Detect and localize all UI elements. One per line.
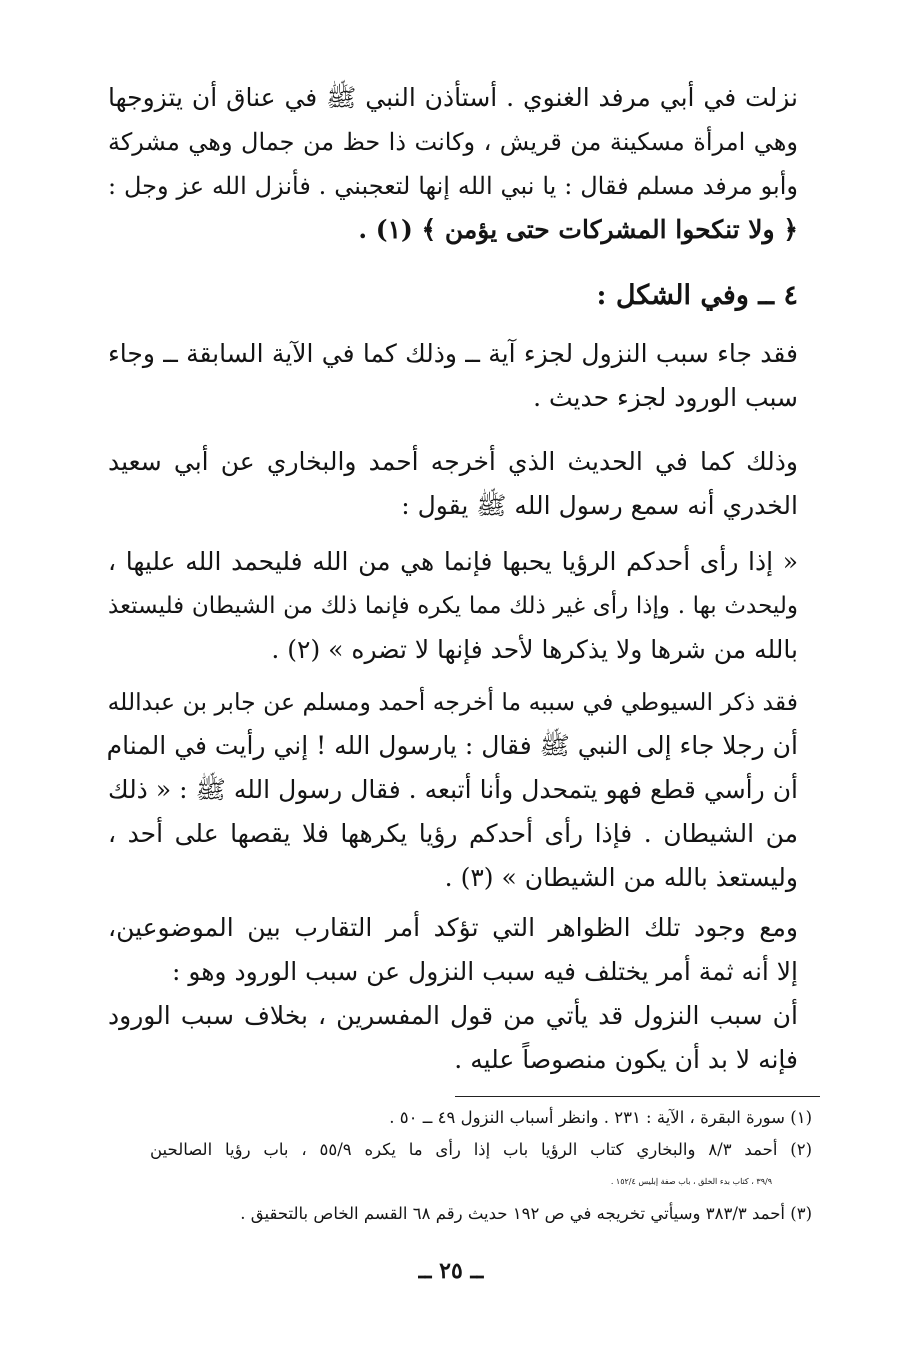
text-line: إلا أنه ثمة أمر يختلف فيه سبب النزول عن سبب الورود وهو :: [171, 957, 798, 986]
text-line: وهي امرأة مسكينة من قريش ، وكانت ذا حظ من جمال وهي مشركة: [108, 128, 798, 156]
text-line: من الشيطان . فإذا رأى أحدكم رؤيا يكرهها فلا يقصها على أحد ،: [108, 819, 798, 848]
paragraph-difference: [108, 906, 798, 994]
section-heading: [108, 274, 798, 318]
text-line: فقد جاء سبب النزول لجزء آية ــ وذلك كما في الآية السابقة ــ وجاء: [108, 339, 798, 368]
text-line: فقد ذكر السيوطي في سببه ما أخرجه أحمد ومسلم عن جابر بن عبدالله: [107, 688, 798, 716]
text-line: فإنه لا بد أن يكون منصوصاً عليه .: [454, 1045, 798, 1074]
page-number: ــ ٢٥ ــ: [418, 1258, 484, 1284]
text-line: الخدري أنه سمع رسول الله ﷺ يقول :: [401, 491, 798, 520]
text-line: وليحدث بها . وإذا رأى غير ذلك مما يكره فإنما ذلك من الشيطان فليستعذ: [108, 593, 798, 619]
paragraph-asbab-example: [108, 76, 798, 252]
footnotes: [150, 1102, 812, 1230]
text-line: ومع وجود تلك الظواهر التي تؤكد أمر التقارب بين الموضوعين،: [108, 913, 798, 942]
paragraph-form: [108, 332, 798, 420]
text-line: بالله من شرها ولا يذكرها لأحد فإنها لا تضره » (٢) .: [271, 635, 798, 664]
footnote-separator: [455, 1096, 820, 1097]
text-line: أن سبب النزول قد يأتي من قول المفسرين ، بخلاف سبب الورود: [108, 1001, 798, 1030]
text-line: « إذا رأى أحدكم الرؤيا يحبها فإنما هي من الله فليحمد الله عليها ،: [108, 547, 798, 576]
paragraph-conclusion: [108, 994, 798, 1082]
text-line: نزلت في أبي مرفد الغنوي . أستأذن النبي ﷺ في عناق أن يتزوجها: [108, 83, 798, 112]
footnote-2: (٢) أحمد ٨/٣ والبخاري كتاب الرؤيا باب إذا رأى ما يكره ٥٥/٩ ، باب رؤيا الصالحين: [150, 1140, 812, 1159]
footnote-2-continued: ٣٩/٩ ، كتاب بدء الخلق ، باب صفة إبليس ١٥٢/٤ .: [610, 1177, 772, 1186]
text-line: وليستعذ بالله من الشيطان » (٣) .: [444, 863, 798, 892]
text-line: أن رأسي قطع فهو يتمحدل وأنا أتبعه . فقال رسول الله ﷺ : « ذلك: [108, 775, 798, 804]
paragraph-hadith-text: [108, 540, 798, 672]
text-line: وأبو مرفد مسلم فقال : يا نبي الله إنها لتعجبني . فأنزل الله عز وجل :: [108, 172, 798, 200]
paragraph-suyuti: [108, 680, 798, 900]
text-line: وذلك كما في الحديث الذي أخرجه أحمد والبخاري عن أبي سعيد: [108, 447, 798, 476]
paragraph-hadith-intro: [108, 440, 798, 528]
quran-verse-line: ﴿ ولا تنكحوا المشركات حتى يؤمن ﴾ (١) .: [358, 215, 798, 244]
heading-form: ٤ ــ وفي الشكل :: [596, 280, 798, 311]
footnote-3: (٣) أحمد ٣٨٣/٣ وسيأتي تخريجه في ص ١٩٢ حديث رقم ٦٨ القسم الخاص بالتحقيق .: [240, 1204, 812, 1223]
text-line: أن رجلا جاء إلى النبي ﷺ فقال : يارسول الله ! إني رأيت في المنام: [106, 731, 798, 760]
footnote-1: (١) سورة البقرة ، الآية : ٢٣١ . وانظر أسباب النزول ٤٩ ــ ٥٠ .: [389, 1108, 812, 1127]
text-line: سبب الورود لجزء حديث .: [533, 383, 798, 412]
